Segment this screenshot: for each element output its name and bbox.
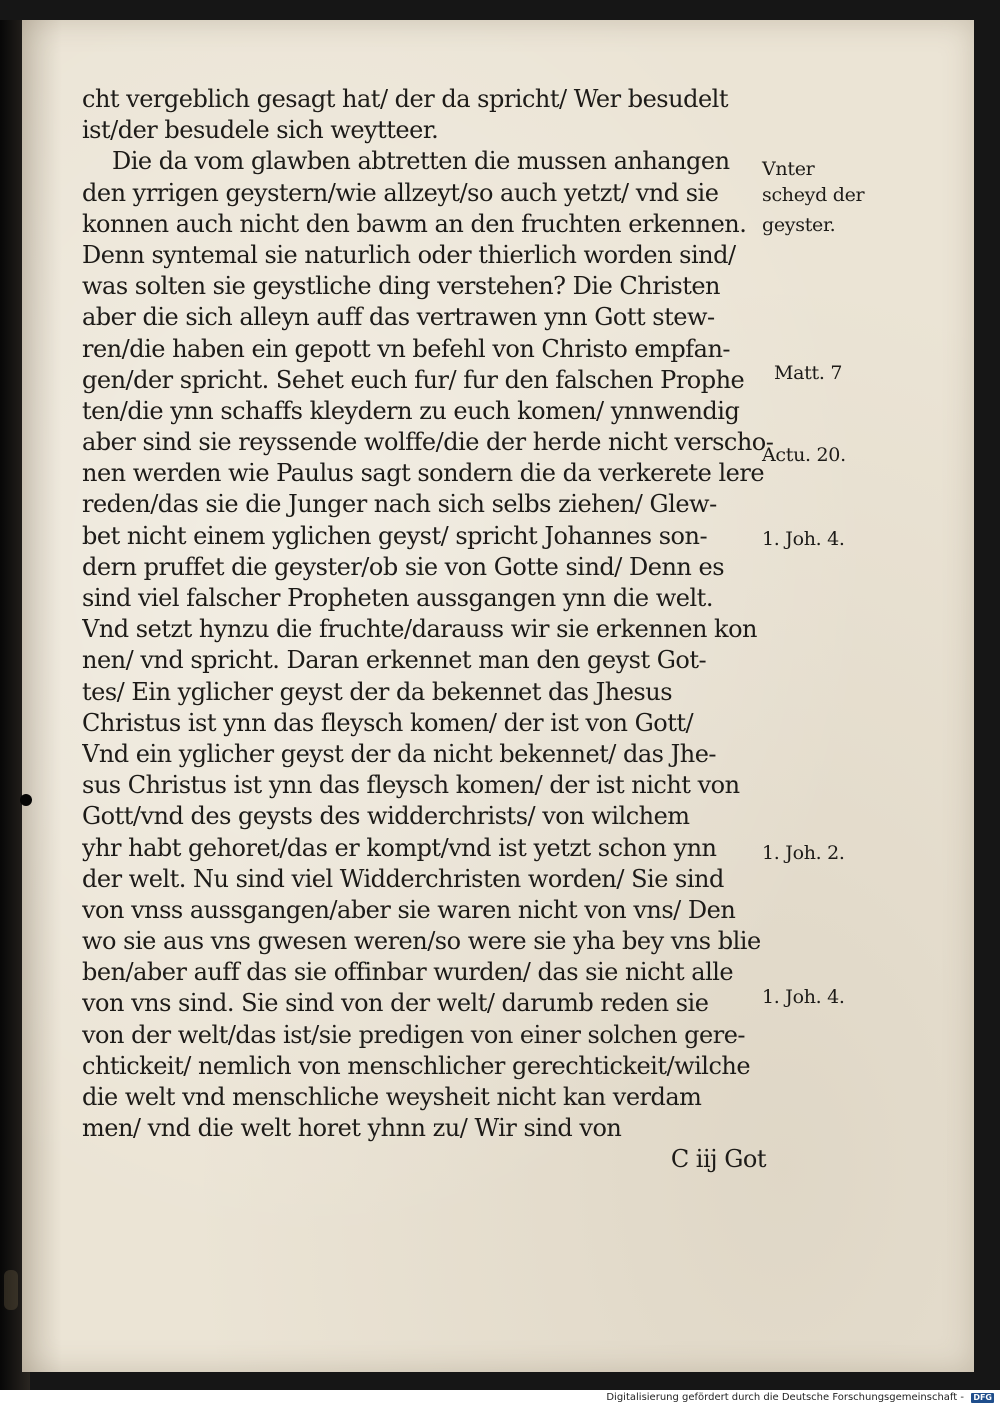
text-line-15: bet nicht einem yglichen geyst/ spricht Johannes son- <box>82 521 708 550</box>
text-line-24: Gott/vnd des geysts des widderchrists/ von wilchem <box>82 802 690 831</box>
margin-note-1: Vnter <box>762 158 815 180</box>
page-hole-mark <box>20 794 32 806</box>
margin-note-actu-20: Actu. 20. <box>762 444 846 466</box>
text-line-5: konnen auch nicht den bawm an den fruchten erkennen. <box>82 209 747 238</box>
text-line-27: von vnss aussgangen/aber sie waren nicht von vns/ Den <box>82 895 736 924</box>
text-line-31: von der welt/das ist/sie predigen von einer solchen gere- <box>82 1020 746 1049</box>
text-line-22: Vnd ein yglicher geyst der da nicht bekennet/ das Jhe- <box>82 739 717 768</box>
footer-bar <box>0 1390 1000 1406</box>
text-line-19: nen/ vnd spricht. Daran erkennet man den geyst Got- <box>82 646 707 675</box>
text-line-10: gen/der spricht. Sehet euch fur/ fur den falschen Prophe <box>82 365 745 394</box>
text-line-6: Denn syntemal sie naturlich oder thierlich worden sind/ <box>82 240 736 269</box>
text-line-1: cht vergeblich gesagt hat/ der da spricht/ Wer besudelt <box>82 85 728 113</box>
signature-catchword: C iij Got <box>670 1145 766 1174</box>
margin-note-joh-4-a: 1. Joh. 4. <box>762 528 845 550</box>
margin-note-joh-2: 1. Joh. 2. <box>762 842 845 864</box>
margin-note-2: scheyd der <box>762 184 865 206</box>
text-line-23: sus Christus ist ynn das fleysch komen/ der ist nicht von <box>82 771 740 800</box>
text-line-30: von vns sind. Sie sind von der welt/ darumb reden sie <box>82 989 709 1018</box>
text-line-11: ten/die ynn schaffs kleydern zu euch komen/ ynnwendig <box>82 396 740 425</box>
text-line-14: reden/das sie die Junger nach sich selbs ziehen/ Glew- <box>82 490 717 519</box>
text-line-28: wo sie aus vns gwesen weren/so were sie yha bey vns blie <box>82 927 761 956</box>
text-line-26: der welt. Nu sind viel Widderchristen worden/ Sie sind <box>82 864 724 893</box>
text-line-21: Christus ist ynn das fleysch komen/ der ist von Gott/ <box>82 708 694 737</box>
text-line-20: tes/ Ein yglicher geyst der da bekennet das Jhesus <box>82 677 673 706</box>
margin-note-joh-4-b: 1. Joh. 4. <box>762 986 845 1008</box>
text-line-8: aber die sich alleyn auff das vertrawen ynn Gott stew- <box>82 303 715 332</box>
text-line-7: was solten sie geystliche ding verstehen? Die Christen <box>82 272 721 301</box>
text-line-9: ren/die haben ein gepott vn befehl von Christo empfan- <box>82 334 731 363</box>
page-body-text <box>82 84 778 1176</box>
margin-note-matt-7: Matt. 7 <box>774 362 843 384</box>
text-line-4: den yrrigen geystern/wie allzeyt/so auch yetzt/ vnd sie <box>82 178 719 207</box>
text-line-33: die welt vnd menschliche weysheit nicht kan verdam <box>82 1083 702 1111</box>
text-line-3: Die da vom glawben abtretten die mussen anhangen <box>112 147 730 176</box>
text-line-34: men/ vnd die welt horet yhnn zu/ Wir sind von <box>82 1114 622 1143</box>
margin-note-3: geyster. <box>762 214 836 236</box>
page-edge-stain <box>4 1270 18 1310</box>
text-line-2: ist/der besudele sich weytteer. <box>82 116 439 145</box>
text-line-16: dern pruffet die geyster/ob sie von Gotte sind/ Denn es <box>82 552 725 581</box>
margin-notes <box>762 20 962 1320</box>
text-line-12: aber sind sie reyssende wolffe/die der herde nicht verscho- <box>82 428 774 457</box>
book-page <box>22 20 974 1372</box>
text-line-25: yhr habt gehoret/das er kompt/vnd ist yetzt schon ynn <box>82 833 717 862</box>
text-line-18: Vnd setzt hynzu die fruchte/darauss wir sie erkennen kon <box>82 615 757 644</box>
dfg-logo: DFG <box>973 1393 992 1402</box>
text-line-29: ben/aber auff das sie offinbar wurden/ das sie nicht alle <box>82 958 734 987</box>
funding-credit: Digitalisierung gefördert durch die Deutsche Forschungsgemeinschaft - <box>606 1392 964 1403</box>
text-line-32: chtickeit/ nemlich von menschlicher gerechtickeit/wilche <box>82 1051 751 1080</box>
text-line-17: sind viel falscher Propheten aussgangen ynn die welt. <box>82 584 713 612</box>
text-line-13: nen werden wie Paulus sagt sondern die da verkerete lere <box>82 459 765 488</box>
